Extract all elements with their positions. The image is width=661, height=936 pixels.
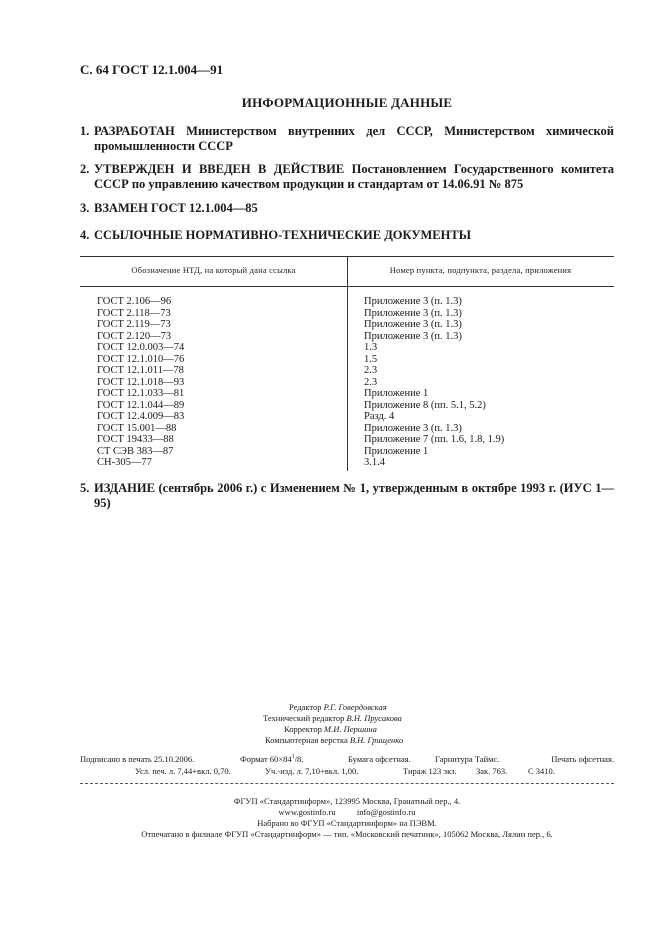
page-header: С. 64 ГОСТ 12.1.004—91 bbox=[80, 62, 224, 77]
table-cell-clause: Разд. 4 bbox=[364, 411, 395, 422]
table-cell-clause: Приложение 1 bbox=[364, 445, 429, 457]
item-text: Министерством внутренних дел СССР, Министерством химической промышленности СССР bbox=[94, 124, 615, 153]
table-column-designation bbox=[97, 296, 184, 469]
item-number: 2. bbox=[80, 162, 90, 176]
table-cell-clause: 1.5 bbox=[364, 353, 378, 365]
item-lead: ССЫЛОЧНЫЕ НОРМАТИВНО-ТЕХНИЧЕСКИЕ ДОКУМЕНТЫ bbox=[94, 228, 471, 242]
table-cell-clause: 2.3 bbox=[364, 376, 378, 388]
table-cell-designation: ГОСТ 12.1.044—89 bbox=[97, 399, 185, 411]
table-cell-clause: Приложение 3 (п. 1.3) bbox=[364, 296, 462, 307]
publisher-printed: Отпечатано в филиале ФГУП «Стандартинформ» — тип. «Московский печатник», 105062 Москва, Лялин пер., 6. bbox=[141, 829, 553, 839]
credit-layout: Компьютерная верстка В.Н. Грищенко bbox=[265, 735, 404, 745]
table-cell-designation: ГОСТ 12.1.018—93 bbox=[97, 376, 185, 388]
info-item-5 bbox=[80, 481, 614, 511]
item-text: (сентябрь 2006 г.) с Изменением № 1, утвержденным в октябре 1993 г. (ИУС 1—95) bbox=[94, 481, 614, 510]
publisher-block bbox=[80, 796, 614, 840]
item-number: 5. bbox=[80, 481, 90, 495]
table-cell-clause: Приложение 3 (п. 1.3) bbox=[364, 307, 462, 319]
item-lead: ВЗАМЕН ГОСТ 12.1.004—85 bbox=[94, 201, 258, 215]
credit-editor: Редактор Р.Г. Говердовская bbox=[289, 702, 387, 712]
table-cell-clause: Приложение 7 (пп. 1.6, 1.8, 1.9) bbox=[364, 434, 505, 445]
info-item-3 bbox=[80, 201, 614, 216]
item-lead: ИЗДАНИЕ bbox=[94, 481, 155, 495]
credit-tech-editor: Технический редактор В.Н. Прусакова bbox=[263, 713, 402, 723]
table-cell-designation: ГОСТ 2.118—73 bbox=[97, 307, 171, 319]
table-cell-clause: Приложение 3 (п. 1.3) bbox=[364, 422, 462, 434]
table-cell-designation: ГОСТ 12.1.011—78 bbox=[97, 365, 184, 376]
table-cell-designation: ГОСТ 2.119—73 bbox=[97, 319, 171, 330]
publisher-typeset: Набрано во ФГУП «Стандартинформ» на ПЭВМ. bbox=[257, 818, 437, 828]
table-column-divider bbox=[347, 256, 348, 471]
item-number: 4. bbox=[80, 228, 90, 242]
page-title: ИНФОРМАЦИОННЫЕ ДАННЫЕ bbox=[241, 95, 453, 110]
table-cell-designation: ГОСТ 12.1.010—76 bbox=[97, 353, 185, 365]
table-column-clause bbox=[364, 296, 504, 469]
info-item-4 bbox=[80, 228, 614, 243]
reference-table bbox=[80, 256, 614, 471]
table-cell-designation: СТ СЭВ 383—87 bbox=[97, 445, 174, 457]
table-cell-clause: Приложение 3 (п. 1.3) bbox=[364, 319, 462, 330]
item-lead: УТВЕРЖДЕН И ВВЕДЕН В ДЕЙСТВИЕ bbox=[94, 162, 345, 176]
table-cell-designation: СН-305—77 bbox=[97, 457, 152, 468]
divider bbox=[80, 783, 614, 784]
info-item-1 bbox=[80, 124, 614, 154]
item-number: 3. bbox=[80, 201, 90, 215]
table-cell-designation: ГОСТ 2.106—96 bbox=[97, 296, 172, 307]
table-cell-clause: Приложение 1 bbox=[364, 388, 429, 399]
table-header-designation: Обозначение НТД, на который дана ссылка bbox=[131, 265, 296, 275]
table-cell-designation: ГОСТ 12.1.033—81 bbox=[97, 388, 185, 399]
table-cell-clause: 2.3 bbox=[364, 365, 378, 376]
publisher-web: www.gostinfo.ru info@gostinfo.ru bbox=[278, 807, 416, 817]
table-cell-clause: Приложение 8 (пп. 5.1, 5.2) bbox=[364, 399, 486, 411]
info-item-2 bbox=[80, 162, 614, 192]
table-cell-designation: ГОСТ 15.001—88 bbox=[97, 422, 177, 434]
item-number: 1. bbox=[80, 124, 90, 138]
table-cell-designation: ГОСТ 12.4.009—83 bbox=[97, 411, 185, 422]
table-cell-designation: ГОСТ 12.0.003—74 bbox=[97, 342, 185, 353]
table-cell-clause: 1.3 bbox=[364, 342, 378, 353]
table-cell-designation: ГОСТ 19433—88 bbox=[97, 434, 174, 445]
table-header-clause: Номер пункта, подпункта, раздела, приложения bbox=[389, 265, 572, 275]
table-cell-designation: ГОСТ 2.120—73 bbox=[97, 330, 172, 342]
publisher-address: ФГУП «Стандартинформ», 123995 Москва, Гранатный пер., 4. bbox=[233, 796, 461, 806]
table-cell-clause: Приложение 3 (п. 1.3) bbox=[364, 330, 462, 342]
item-lead: РАЗРАБОТАН bbox=[94, 124, 175, 138]
table-cell-clause: 3.1.4 bbox=[364, 457, 385, 468]
credit-proofreader: Корректор М.И. Першина bbox=[284, 724, 377, 734]
item-text: Постановлением Государственного комитета СССР по управлению качеством продукции и стандартам от 14.06.91 № 875 bbox=[94, 162, 615, 191]
